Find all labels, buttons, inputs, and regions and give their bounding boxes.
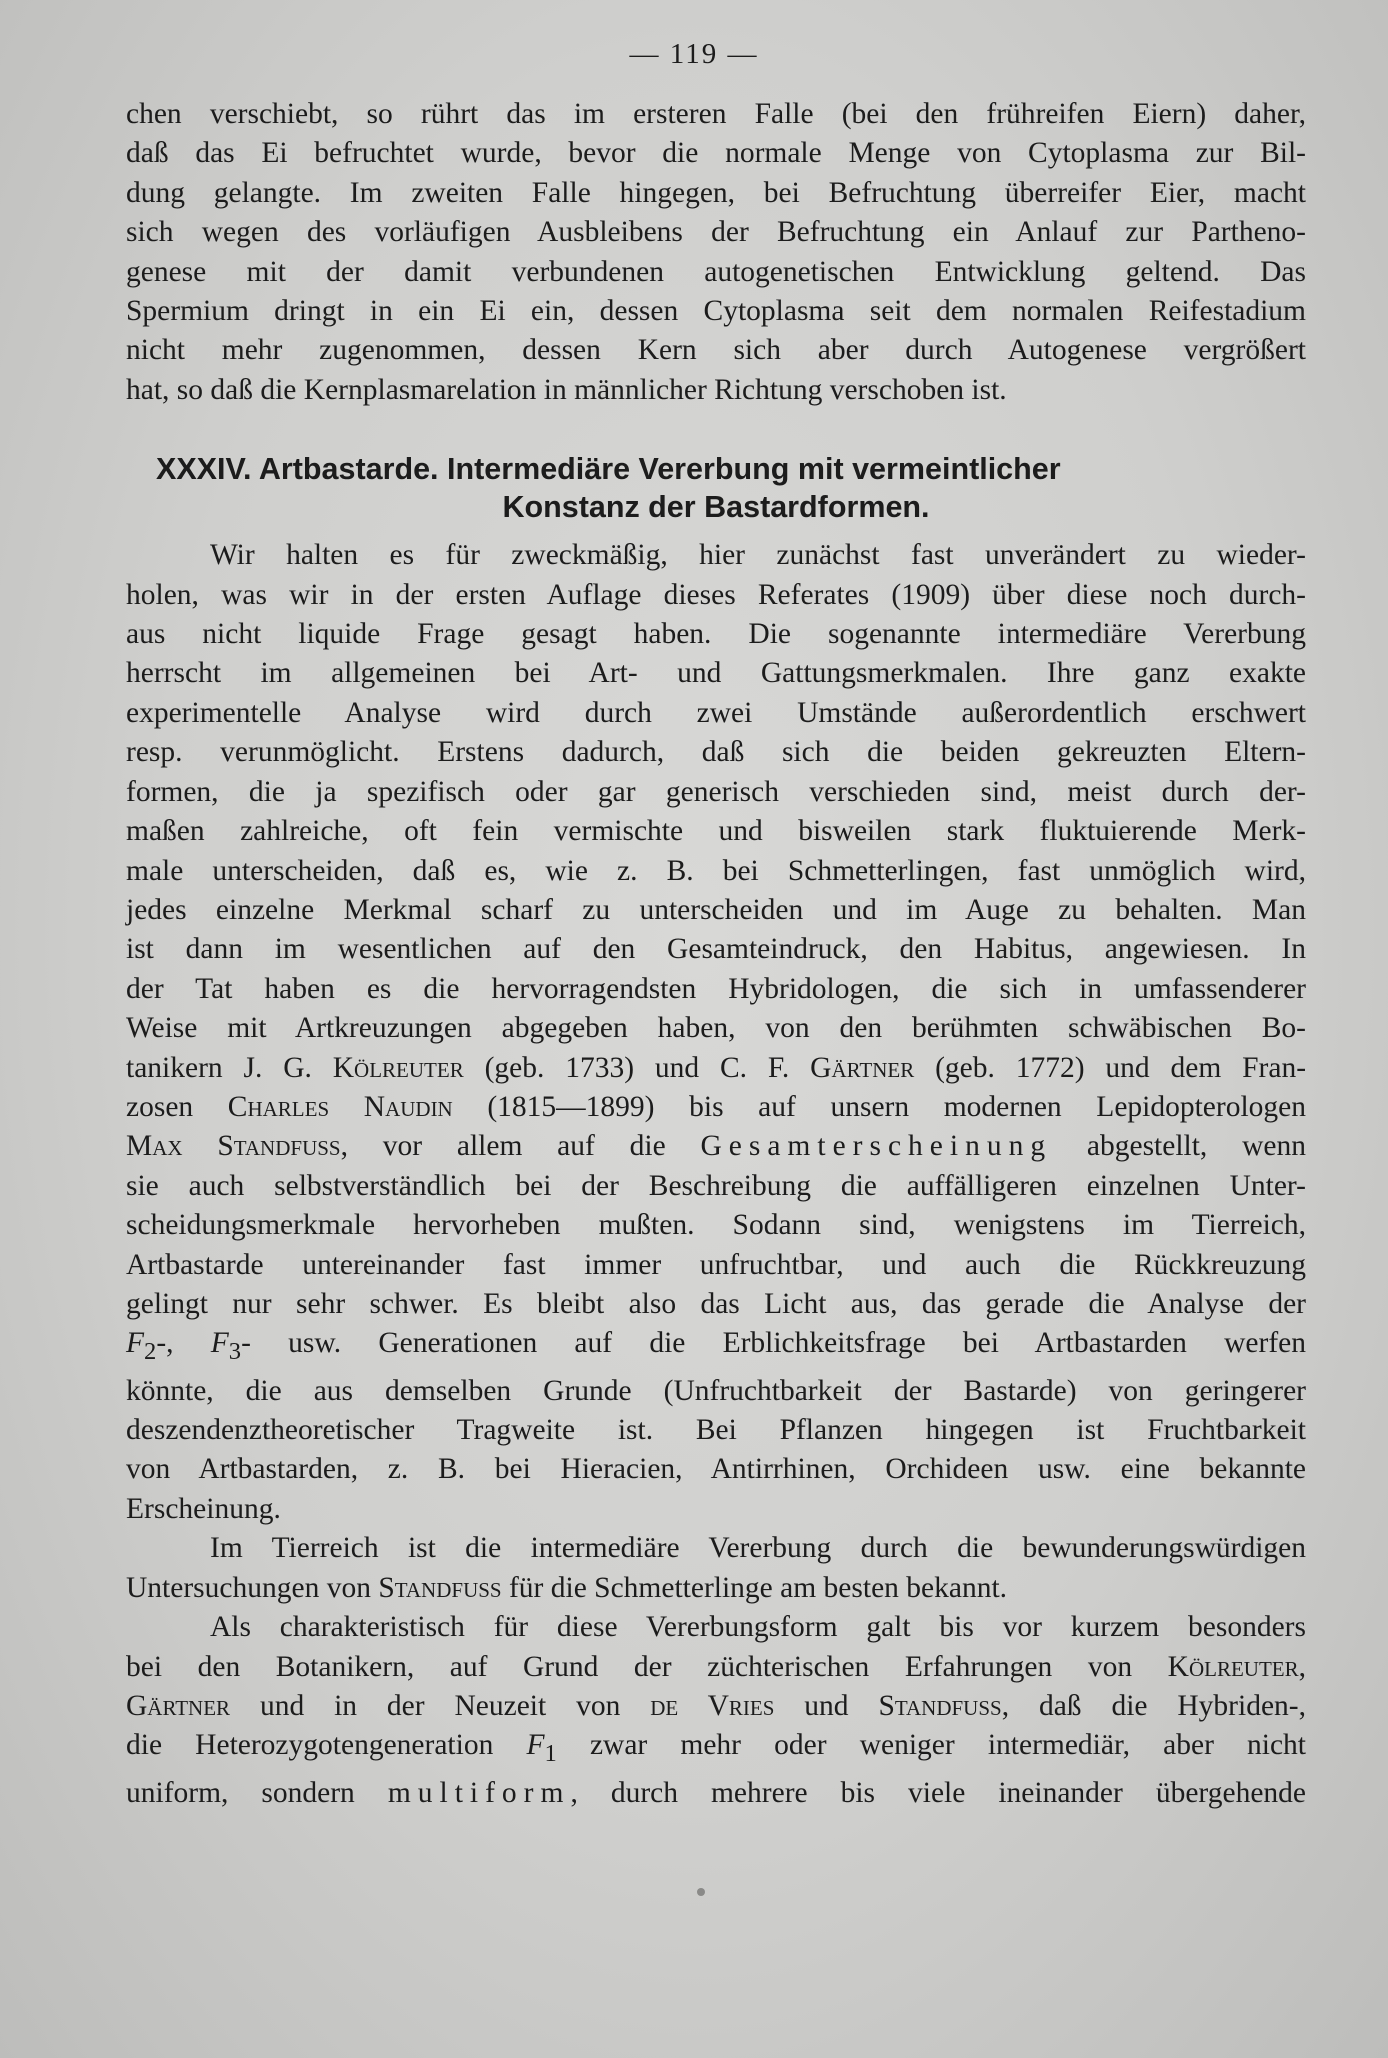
text-fragment: die Heterozygotengeneration [126,1729,494,1762]
text-line: holen, was wir in der ersten Auflage dieses Referates (1909) über diese noch durch- [126,578,1306,611]
text-fragment: abgestellt, wenn [1086,1130,1306,1163]
text-line: Erscheinung. [126,1492,281,1525]
paragraph-characteristic [126,1608,1306,1813]
text-line: experimentelle Analyse wird durch zwei Umstände außerordentlich erschwert [126,696,1306,729]
text-line: formen, die ja spezifisch oder gar generisch verschieden sind, meist durch der- [126,775,1306,808]
text-fragment: (1815—1899) bis auf unsern modernen Lepidopterologen [487,1090,1307,1123]
author-name: Kölreuter [332,1051,464,1084]
body-text [126,95,1306,1813]
text-line [126,1774,1306,1813]
page-speck [697,1888,705,1896]
math-symbol: F [126,1327,145,1360]
text-fragment: daß die Hybriden-, [1038,1689,1306,1722]
text-line [126,1127,1306,1166]
text-fragment: -, [156,1327,174,1360]
text-line [126,1726,1306,1773]
text-fragment: (geb. 1733) und C. F. [484,1051,790,1084]
text-fragment: tanikern J. G. [126,1051,312,1084]
math-subscript: 3 [228,1338,242,1366]
text-line: sie auch selbstverständlich bei der Beschreibung die auffälligeren einzelnen Unter- [126,1169,1306,1202]
text-line: Wir halten es für zweckmäßig, hier zunächst fast unverändert zu wieder- [210,539,1306,572]
math-symbol: F [210,1327,229,1360]
author-name: Gärtner [810,1051,915,1084]
math-subscript: 2 [144,1338,157,1366]
text-fragment: , durch mehrere bis viele ineinander übergehende [570,1776,1307,1809]
text-line: sich wegen des vorläufigen Ausbleibens der Befruchtung ein Anlauf zur Partheno- [126,216,1306,249]
author-name: Max Standfuss, [126,1130,348,1163]
text-line: dung gelangte. Im zweiten Falle hingegen, bei Befruchtung überreifer Eier, macht [126,176,1306,209]
emphasized-term: multiform [387,1776,571,1809]
text-line: hat, so daß die Kernplasmarelation in männlicher Richtung verschoben ist. [126,373,1007,406]
text-line: Spermium dringt in ein Ei ein, dessen Cytoplasma seit dem normalen Reifestadium [126,295,1306,328]
text-fragment: - usw. Generationen auf die Erblichkeitsfrage bei Artbastarden werfen [241,1327,1307,1360]
text-fragment: für die Schmetterlinge am besten bekannt. [508,1571,1008,1604]
text-line: genese mit der damit verbundenen autogenetischen Entwicklung geltend. Das [126,255,1306,288]
page-number: — 119 — [629,38,759,70]
text-line: chen verschiebt, so rührt das im ersteren Falle (bei den frühreifen Eiern) daher, [126,98,1306,130]
math-symbol: F [526,1729,545,1762]
text-line: Als charakteristisch für diese Vererbungsform galt bis vor kurzem besonders [210,1611,1306,1644]
text-line [126,1324,1306,1371]
text-fragment: zwar mehr oder weniger intermediär, aber nicht [589,1729,1307,1762]
section-heading [126,450,1306,526]
text-line: von Artbastarden, z. B. bei Hieracien, Antirrhinen, Orchideen usw. eine bekannte [126,1453,1306,1486]
text-line: Im Tierreich ist die intermediäre Vererbung durch die bewunderungswürdigen [210,1532,1306,1565]
text-fragment: bei den Botanikern, auf Grund der züchterischen Erfahrungen von [126,1650,1133,1683]
text-line [126,1687,1306,1726]
paragraph-continuation [126,95,1306,410]
paragraph-intermediate-inheritance [126,536,1306,1529]
text-fragment: Untersuchungen von [126,1571,371,1604]
text-line: herrscht im allgemeinen bei Art- und Gattungsmerkmalen. Ihre ganz exakte [126,657,1306,690]
text-line: könnte, die aus demselben Grunde (Unfruchtbarkeit der Bastarde) von geringerer [126,1374,1306,1407]
text-line [126,1088,1306,1127]
author-name: Standfuss [378,1571,502,1604]
text-line [126,1049,1306,1088]
text-line: Weise mit Artkreuzungen abgegeben haben, von den berühmten schwäbischen Bo- [126,1012,1306,1045]
text-line: Artbastarde untereinander fast immer unfruchtbar, und auch die Rückkreuzung [126,1248,1306,1281]
text-fragment: und in der Neuzeit von [259,1689,621,1722]
author-name: Gärtner [126,1689,231,1722]
text-line: scheidungsmerkmale hervorheben mußten. Sodann sind, wenigstens im Tierreich, [126,1209,1306,1242]
text-line: nicht mehr zugenommen, dessen Kern sich aber durch Autogenese vergrößert [126,334,1306,367]
section-heading-line: Konstanz der Bastardformen. [502,490,930,525]
text-line: aus nicht liquide Frage gesagt haben. Die sogenannte intermediäre Vererbung [126,618,1306,651]
text-line: deszendenztheoretischer Tragweite ist. Bei Pflanzen hingegen ist Fruchtbarkeit [126,1414,1306,1447]
emphasized-term: Gesamterscheinung [700,1130,1053,1163]
author-name: Charles Naudin [227,1090,453,1123]
text-line: resp. verunmöglicht. Erstens dadurch, daß sich die beiden gekreuzten Eltern- [126,736,1306,769]
text-fragment: vor allem auf die [382,1130,666,1163]
text-line: daß das Ei befruchtet wurde, bevor die normale Menge von Cytoplasma zur Bil- [126,137,1306,170]
math-subscript: 1 [544,1740,557,1768]
author-name: Standfuss, [878,1689,1010,1722]
text-fragment: und [804,1689,849,1722]
text-line: jedes einzelne Merkmal scharf zu unterscheiden und im Auge zu behalten. Man [126,893,1306,926]
author-name: Kölreuter, [1167,1650,1306,1683]
text-fragment: zosen [126,1090,194,1123]
section-heading-line: XXXIV. Artbastarde. Intermediäre Vererbung mit vermeintlicher [156,452,1061,487]
text-line: ist dann im wesentlichen auf den Gesamteindruck, den Habitus, angewiesen. In [126,933,1306,966]
text-line: maßen zahlreiche, oft fein vermischte und bisweilen stark fluktuierende Merk- [126,815,1306,848]
text-line: male unterscheiden, daß es, wie z. B. bei Schmetterlingen, fast unmöglich wird, [126,854,1306,887]
author-name: de Vries [650,1689,775,1722]
text-line: gelingt nur sehr schwer. Es bleibt also das Licht aus, das gerade die Analyse der [126,1287,1306,1320]
text-fragment: (geb. 1772) und dem Fran- [935,1051,1307,1084]
text-fragment: uniform, sondern [126,1776,355,1809]
text-line [126,1648,1306,1687]
text-line: der Tat haben es die hervorragendsten Hybridologen, die sich in umfassenderer [126,972,1306,1005]
text-line [126,1569,1306,1608]
paragraph-animal-kingdom [126,1529,1306,1608]
